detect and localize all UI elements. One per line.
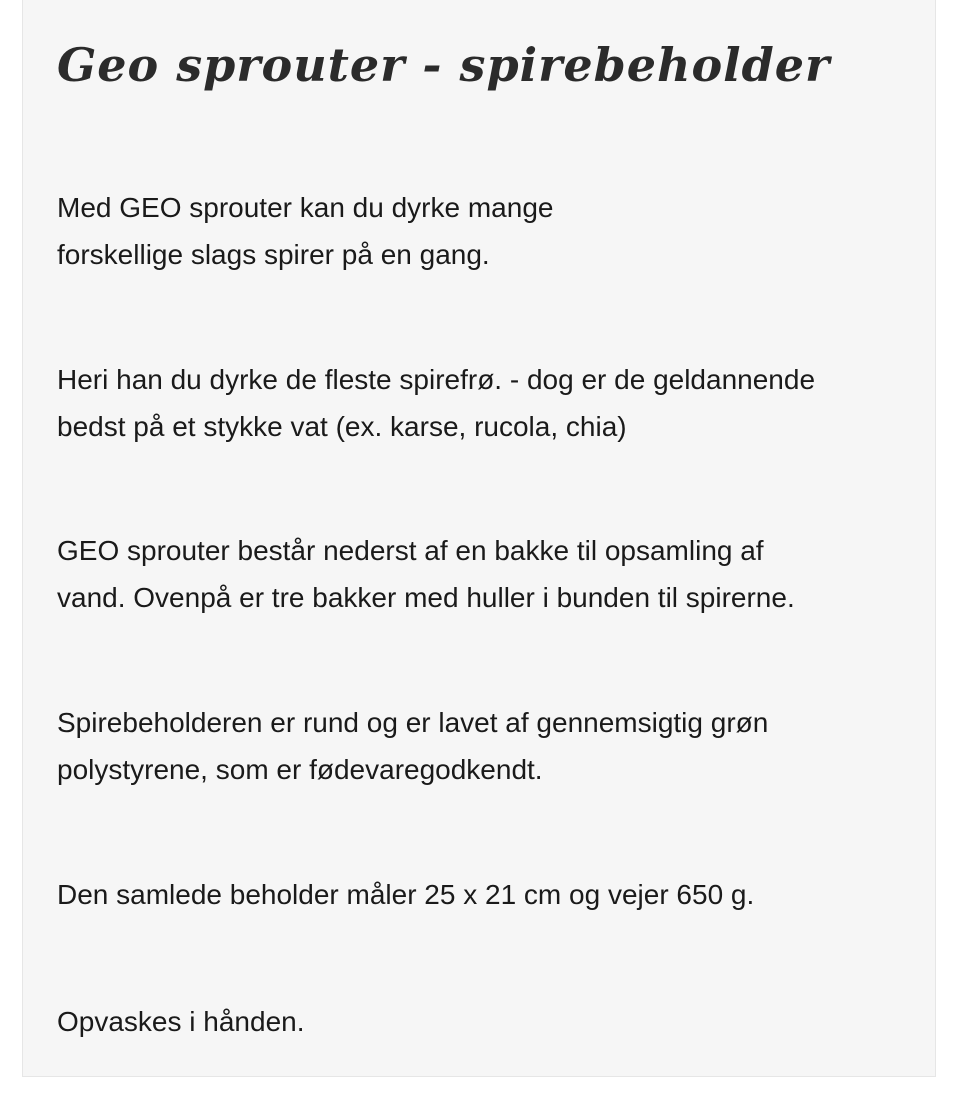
paragraph-line: Opvaskes i hånden. bbox=[57, 1006, 305, 1037]
description-paragraph-dimensions bbox=[57, 871, 754, 918]
description-paragraph-material bbox=[57, 699, 768, 793]
paragraph-line: vand. Ovenpå er tre bakker med huller i bunden til spirerne. bbox=[57, 582, 795, 613]
paragraph-line: Heri han du dyrke de fleste spirefrø. - dog er de geldannende bbox=[57, 364, 816, 395]
description-paragraph-seeds bbox=[57, 356, 815, 450]
product-description-card bbox=[22, 0, 936, 1077]
paragraph-line: polystyrene, som er fødevaregodkendt. bbox=[57, 754, 543, 785]
description-paragraph-care bbox=[57, 998, 305, 1045]
paragraph-line: Med GEO sprouter kan du dyrke mange bbox=[57, 192, 554, 223]
product-title: Geo sprouter - spirebeholder bbox=[57, 38, 831, 92]
paragraph-line: Spirebeholderen er rund og er lavet af gennemsigtig grøn bbox=[57, 707, 769, 738]
description-paragraph-intro bbox=[57, 184, 553, 278]
paragraph-line: bedst på et stykke vat (ex. karse, rucola, chia) bbox=[57, 411, 627, 442]
description-paragraph-construction bbox=[57, 527, 795, 621]
paragraph-line: GEO sprouter består nederst af en bakke til opsamling af bbox=[57, 535, 764, 566]
paragraph-line: Den samlede beholder måler 25 x 21 cm og vejer 650 g. bbox=[57, 879, 755, 910]
paragraph-line: forskellige slags spirer på en gang. bbox=[57, 239, 490, 270]
